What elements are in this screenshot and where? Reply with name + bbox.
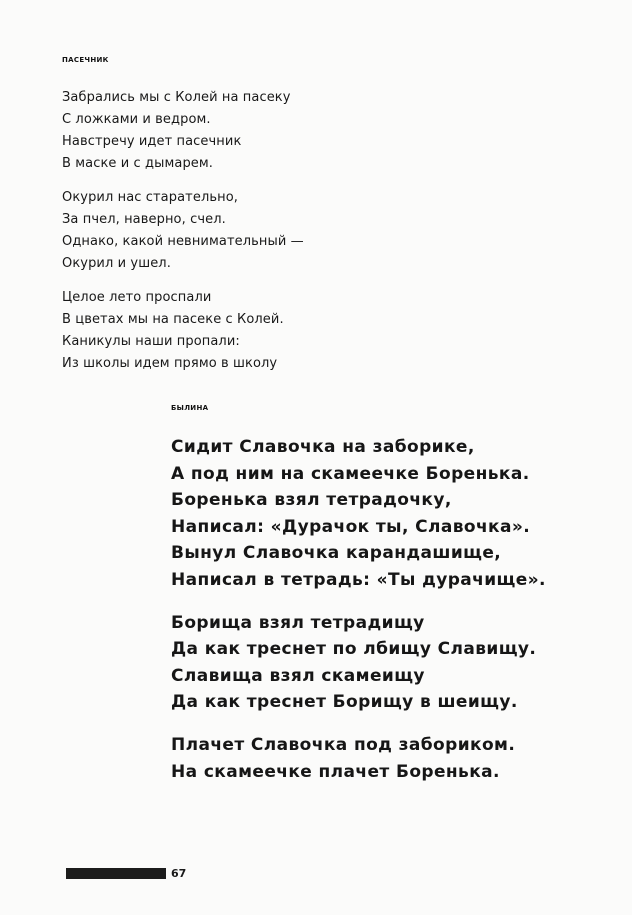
poem-line: Боренька взял тетрадочку, (171, 490, 452, 511)
poem-line: Написал в тетрадь: «Ты дурачище». (171, 569, 546, 590)
poem-pasechnik (62, 56, 482, 375)
poem-line: В маске и с дымарем. (62, 156, 214, 171)
poem-title: ПАСЕЧНИК (62, 56, 109, 64)
stanza (171, 434, 611, 594)
poem-line: За пчел, наверно, счел. (62, 212, 226, 227)
poem-bylina (171, 404, 611, 785)
poem-line: Целое лето проспали (62, 290, 212, 305)
stanza (62, 187, 482, 275)
poem-line: Окурил нас старательно, (62, 190, 238, 205)
poem-line: В цветах мы на пасеке с Колей. (62, 312, 284, 327)
footer-running-band (66, 868, 166, 879)
poem-line: Плачет Славочка под забориком. (171, 734, 516, 755)
page-footer (66, 866, 186, 880)
poem-line: На скамеечке плачет Боренька. (171, 761, 500, 782)
poem-line: Вынул Славочка карандашище, (171, 543, 502, 564)
poem-line: Славища взял скамеищу (171, 665, 425, 686)
stanza (171, 732, 611, 785)
page-number: 67 (171, 866, 187, 880)
poem-line: Навстречу идет пасечник (62, 134, 242, 149)
poem-line: Из школы идем прямо в школу (62, 356, 278, 371)
poem-line: Да как треснет Борищу в шеищу. (171, 692, 518, 713)
poem-title: БЫЛИНА (171, 404, 209, 412)
poem-line: Забрались мы с Колей на пасеку (62, 90, 291, 105)
stanza (171, 610, 611, 716)
poem-line: Каникулы наши пропали: (62, 334, 240, 349)
poem-line: Однако, какой невнимательный — (62, 234, 304, 249)
poem-line: Борища взял тетрадищу (171, 612, 425, 633)
stanza (62, 87, 482, 175)
poem-line: С ложками и ведром. (62, 112, 211, 127)
poem-line: А под ним на скамеечке Боренька. (171, 463, 530, 484)
poem-line: Сидит Славочка на заборике, (171, 437, 475, 457)
poem-line: Окурил и ушел. (62, 256, 171, 271)
poem-line: Написал: «Дурачок ты, Славочка». (171, 516, 531, 537)
poem-line: Да как треснет по лбищу Славищу. (171, 639, 537, 660)
stanza (62, 287, 482, 375)
